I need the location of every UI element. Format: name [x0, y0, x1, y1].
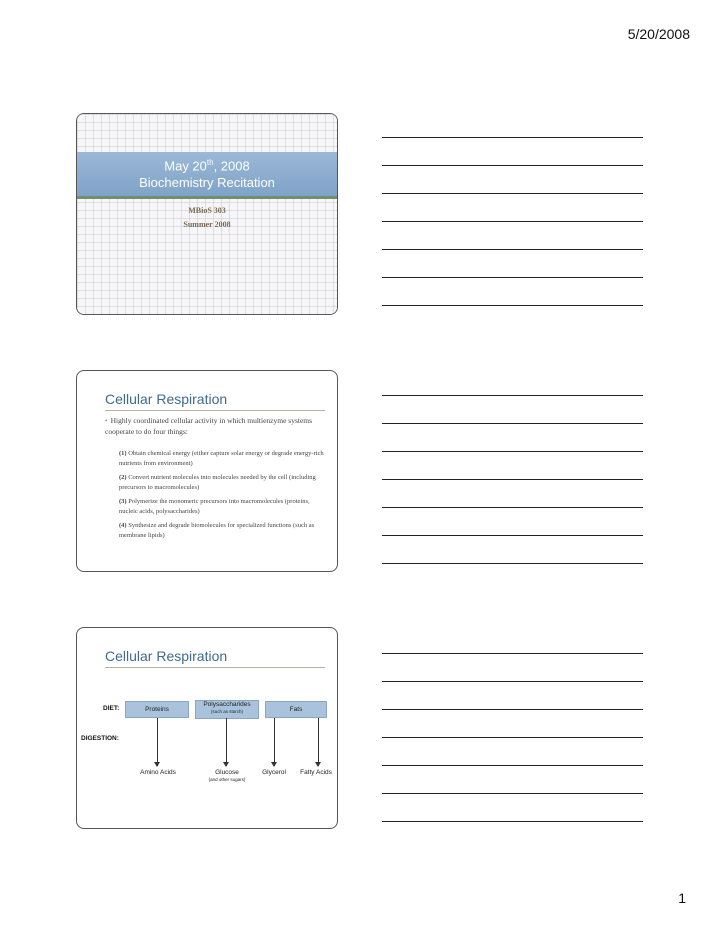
note-line [382, 395, 643, 396]
note-line [382, 193, 643, 194]
arrow-down-icon [226, 718, 227, 766]
note-line [382, 507, 643, 508]
note-line [382, 423, 643, 424]
slide-cellular-respiration-2 [76, 627, 338, 829]
note-line [382, 137, 643, 138]
heading-divider [105, 410, 325, 411]
slide-title-date: May 20th, 2008 [164, 158, 250, 174]
term-label: Summer 2008 [183, 220, 231, 229]
fats-box: Fats [265, 701, 327, 718]
proteins-box: Proteins [125, 701, 189, 718]
glycerol-label: Glycerol [262, 769, 286, 776]
arrow-down-icon [157, 718, 158, 766]
note-line [382, 305, 643, 306]
note-line [382, 653, 643, 654]
note-line [382, 479, 643, 480]
note-line [382, 451, 643, 452]
arrow-down-icon [274, 718, 275, 766]
arrow-down-icon [318, 718, 319, 766]
note-line [382, 709, 643, 710]
glucose-label: Glucose (and other sugars) [208, 769, 246, 782]
page-date: 5/20/2008 [627, 26, 690, 42]
numbered-list [119, 449, 324, 545]
digestion-label: DIGESTION: [81, 735, 119, 742]
course-code: MBioS 303 [188, 206, 226, 215]
bullet-point: • Highly coordinated cellular activity in which multienzyme systems cooperate to do four things: [105, 416, 313, 436]
fatty-acids-label: Fatty Acids [300, 769, 332, 776]
note-line [382, 765, 643, 766]
list-item: (2) Convert nutrient molecules into molecules needed by the cell (including precursors to macromolecules) [119, 474, 316, 491]
note-line [382, 563, 643, 564]
slide-title-text: Biochemistry Recitation [139, 175, 275, 191]
note-line [382, 165, 643, 166]
note-line [382, 821, 643, 822]
heading-divider [105, 667, 325, 668]
slide-title [76, 113, 338, 315]
diet-label: DIET: [103, 705, 120, 712]
note-line [382, 277, 643, 278]
note-line [382, 249, 643, 250]
polysaccharides-box: Polysaccharides (such as starch) [195, 700, 259, 719]
slide-cellular-respiration-1 [76, 370, 338, 572]
note-line [382, 737, 643, 738]
slide-heading: Cellular Respiration [105, 648, 228, 664]
amino-acids-label: Amino Acids [140, 769, 176, 776]
note-line [382, 535, 643, 536]
note-line [382, 793, 643, 794]
list-item: (4) Synthesize and degrade biomolecules for specialized functions (such as membrane lipids) [119, 522, 315, 539]
list-item: (1) Obtain chemical energy (either capture solar energy or degrade energy-rich nutrients from environment) [119, 450, 324, 467]
list-item: (3) Polymerize the monomeric precursors into macromolecules (proteins, nucleic acids, polysaccharides) [119, 498, 310, 515]
bullet-icon: • [105, 416, 108, 425]
title-band [77, 152, 337, 199]
page-number: 1 [678, 890, 686, 906]
note-line [382, 221, 643, 222]
note-line [382, 681, 643, 682]
slide-heading: Cellular Respiration [105, 391, 228, 407]
